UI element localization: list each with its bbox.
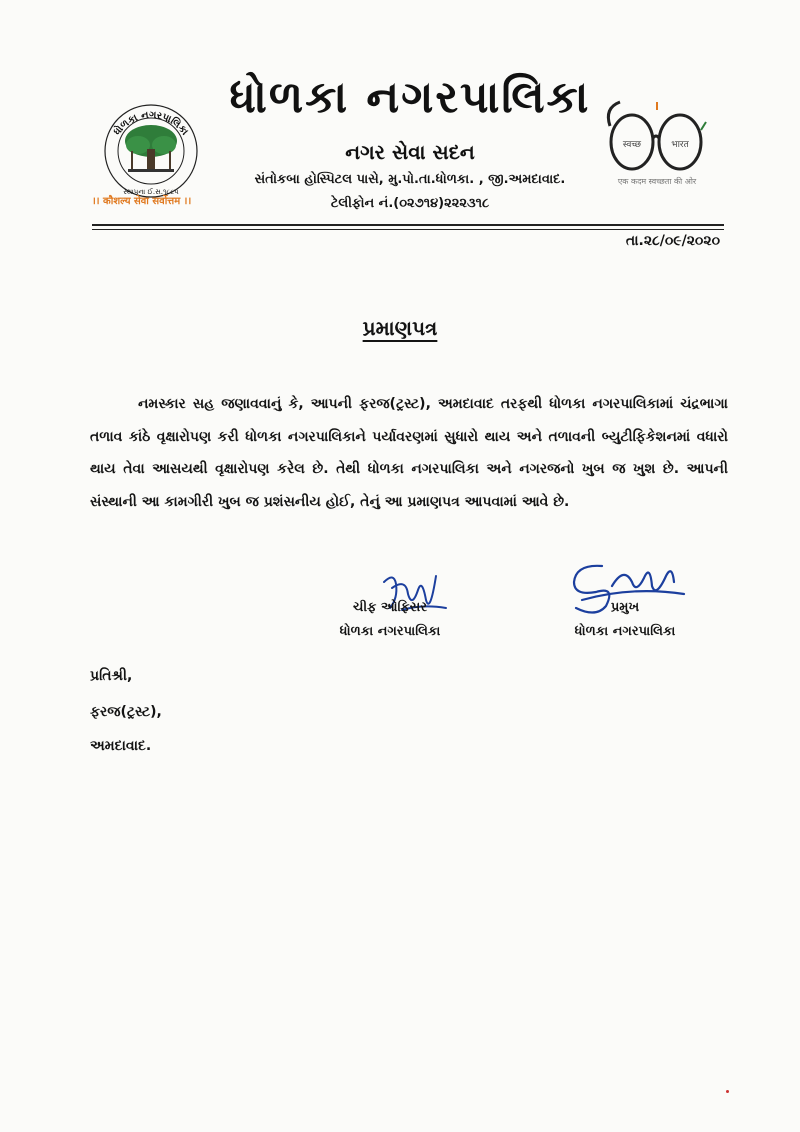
chief-officer-title: ચીફ ઓફિસર: [353, 600, 427, 615]
paper-speck: [726, 1090, 729, 1093]
org-name: ધોળકા નગરપાલિકા: [229, 72, 591, 123]
president-title: પ્રમુખ: [610, 600, 640, 615]
swachh-bharat-glasses-icon: [602, 96, 712, 176]
swachh-left-text: स्वच्छ: [622, 140, 642, 150]
recipient-name: ફરજ(ટ્રસ્ટ),: [90, 704, 162, 720]
swachh-right-text: भारत: [671, 140, 689, 150]
letter-date: તા.૨૮/૦૯/૨૦૨૦: [625, 233, 720, 249]
emblem-ring-text: ધોળકા નગરપાલિકા: [111, 109, 191, 138]
recipient-salutation: પ્રતિશ્રી,: [90, 668, 133, 684]
certificate-title: પ્રમાણપત્ર: [362, 316, 438, 340]
swachh-tagline: एक कदम स्वच्छता की ओर: [617, 177, 697, 186]
certificate-body: નમસ્કાર સહ જણાવવાનું કે, આપની ફરજ(ટ્રસ્ટ), અમદાવાદ તરફથી ધોળકા નગરપાલિકામાં ચંદ્રભાગા તળાવ કાંઠે વૃક્ષારોપણ કરી ધોળકા નગરપાલિકાને પર્યાવરણમાં સુધારો થાય અને તળાવની બ્યુટીફિકેશનમાં વધારો થાય તેવા આસયથી વૃક્ષારોપણ કરેલ છે. તેથી ધોળકા નગરપાલિકા અને નગરજનો ખુબ જ ખુશ છે. આપની સંસ્થાની આ કામગીરી ખુબ જ પ્રશંસનીય હોઈ, તેનું આ પ્રમાણપત્ર આપવામાં આવે છે.: [90, 396, 728, 510]
banyan-tree-emblem-icon: [92, 95, 210, 201]
org-subtitle: નગર સેવા સદન: [345, 140, 475, 164]
org-address: સંતોકબા હોસ્પિટલ પાસે, મુ.પો.તા.ધોળકા. , જી.અમદાવાદ.: [254, 172, 566, 187]
swachh-bharat-logo: [602, 96, 712, 176]
president-org: ધોળકા નગરપાલિકા: [574, 624, 676, 639]
header-divider: [92, 224, 724, 226]
chief-officer-signature: [372, 564, 452, 624]
emblem-motto: ।। कौशल्य सेवा सर्वोत्तम ।।: [92, 196, 192, 207]
municipality-emblem: [92, 95, 210, 213]
emblem-est-text: સ્થાપના ઈ.સ.૧૮૮૫: [123, 188, 179, 196]
recipient-city: અમદાવાદ.: [90, 738, 152, 754]
header-divider-thin: [92, 229, 724, 230]
org-phone: ટેલીફોન નં.(૦૨૭૧૪)૨૨૨૩૧૮: [330, 196, 490, 211]
chief-officer-org: ધોળકા નગરપાલિકા: [339, 624, 441, 639]
